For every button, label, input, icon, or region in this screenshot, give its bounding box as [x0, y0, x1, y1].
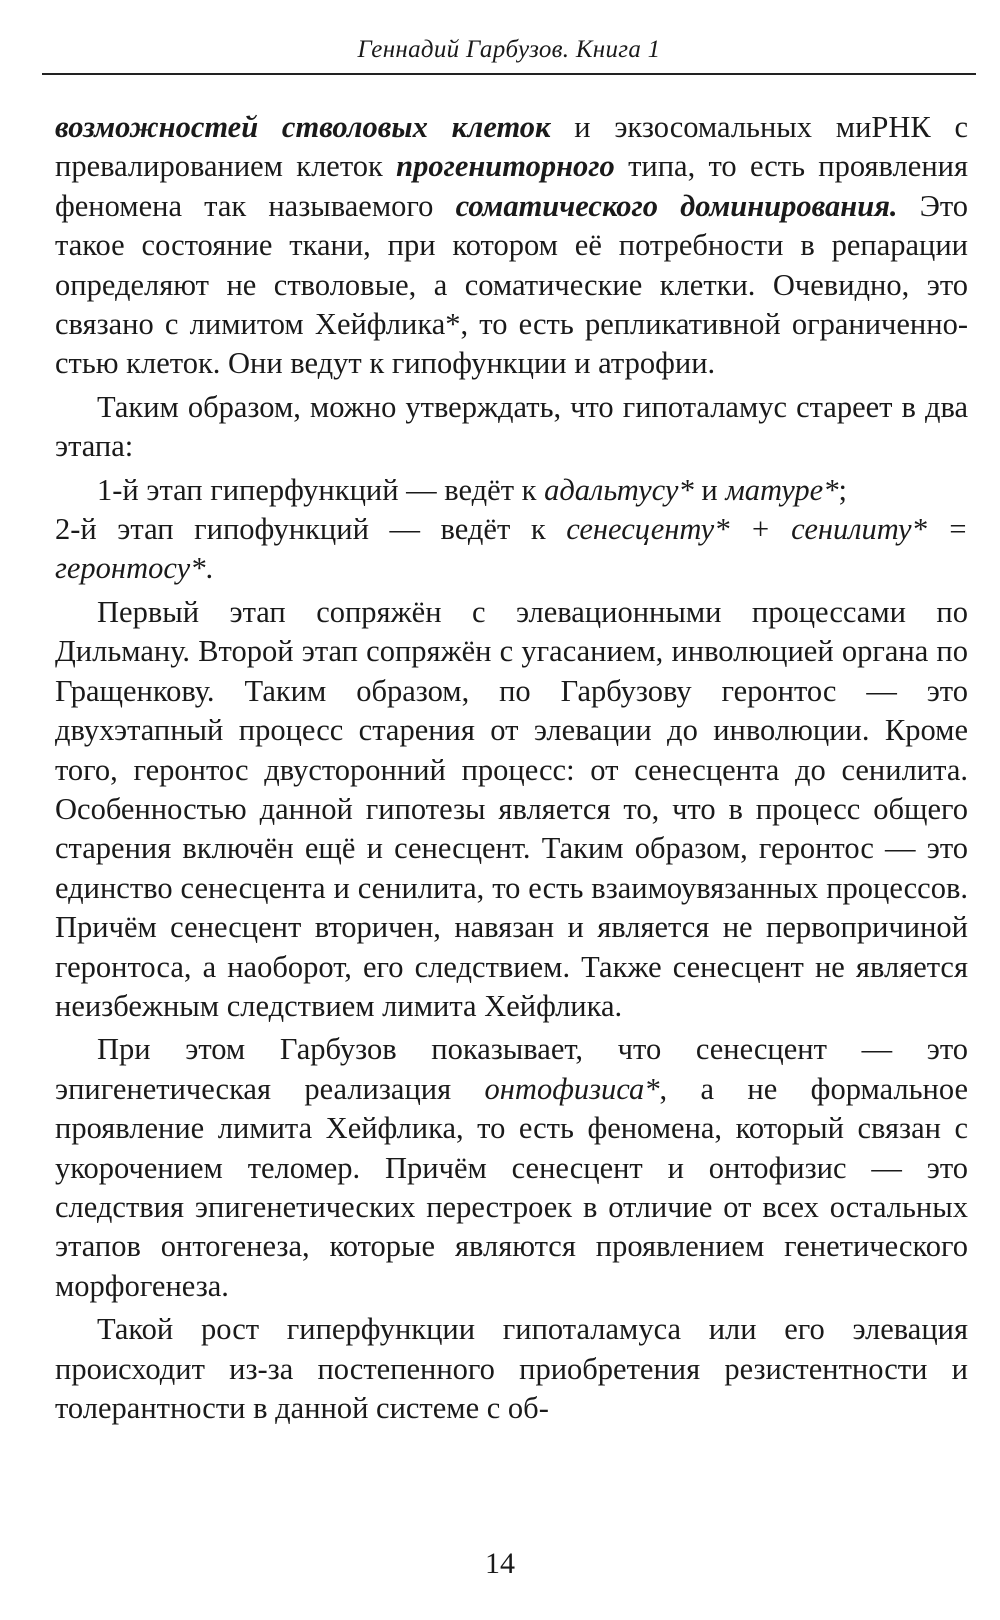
text-run: . — [205, 551, 214, 586]
paragraph-1 — [55, 108, 968, 384]
text-run: При этом Гарбузов показывает, что сенесцент — это эпигенетическая реализация — [55, 1032, 968, 1106]
text-run: , а не формальное проявление лимита Хейфлика, то есть феномена, который связан с укорочением теломер. Причём сенесцент и онтофизис — это следствия эпигенетических перестроек в отличие от всех остальных этапов онтогенеза, которые являются проявлением генетического морфогенеза. — [55, 1071, 968, 1303]
running-header: Геннадий Гарбузов. Книга 1 — [357, 36, 661, 63]
term-ontofizis: онтофизиса* — [484, 1071, 660, 1106]
text-run: и — [693, 472, 726, 507]
text-run: 1-й этап гиперфункций — ведёт к — [97, 472, 545, 507]
text-run: типа, то есть проявления феномена так называемого — [55, 149, 968, 223]
text-run: и экзосомальных миРНК с превалированием клеток — [55, 110, 969, 184]
term-matura: матуре* — [725, 472, 839, 507]
emphasis-progenitor: прогениторного — [396, 149, 615, 184]
paragraph-2: Таким образом, можно утверждать, что гипоталамус стареет в два этапа: — [55, 389, 968, 464]
text-run: ; — [838, 472, 847, 507]
paragraph-3: Первый этап сопряжён с элевационными процессами по Дильману. Второй этап сопряжён с угасанием, инволюцией органа по Гращенкову. Таким образом, по Гарбузову геронтос — это двухэтапный процесс старения от элевации до инволюции. Кроме того, геронтос двусторонний процесс: от сенесцента до сенилита. Особенностью данной гипотезы является то, что в процесс общего старения включён ещё и сенесцент. Таким образом, геронтос — это единство сенесцента и сенилита, то есть взаимоувязанных процессов. Причём сенесцент вторичен, навязан и является не первопричиной геронтоса, а наоборот, его следствием. Также сенесцент не является неизбежным следствием лимита Хейфлика. — [55, 594, 968, 1023]
stage-1-line — [55, 471, 968, 510]
emphasis-stem-cells: возможностей стволовых клеток — [55, 110, 551, 144]
paragraph-4 — [55, 1030, 968, 1306]
header-rule — [42, 73, 976, 75]
emphasis-somatic-dominance: соматического доминирования. — [455, 188, 898, 223]
page-number: 14 — [485, 1547, 515, 1580]
term-adaltus: адальтусу* — [544, 472, 694, 507]
text-run: Это такое состояние ткани, при котором её потребности в репарации определяют не стволовые, а соматические клетки. Очевидно, это связано с лимитом Хейфлика*, то есть репликативной ограниченностью клеток. Они ведут к гипофункции и атрофии. — [55, 188, 969, 381]
text-run: 2-й этап гипофункций — ведёт к — [55, 512, 567, 547]
term-gerontos-formula: сенесценту* + сенилиту* = геронтосу* — [55, 512, 968, 586]
stage-2-line — [55, 510, 968, 589]
paragraph-5: Такой рост гиперфункции гипоталамуса или его элевация происходит из-за постепенного приобретения резистентности и толерантности в данной системе с об- — [55, 1312, 968, 1425]
body-text — [55, 108, 968, 1428]
